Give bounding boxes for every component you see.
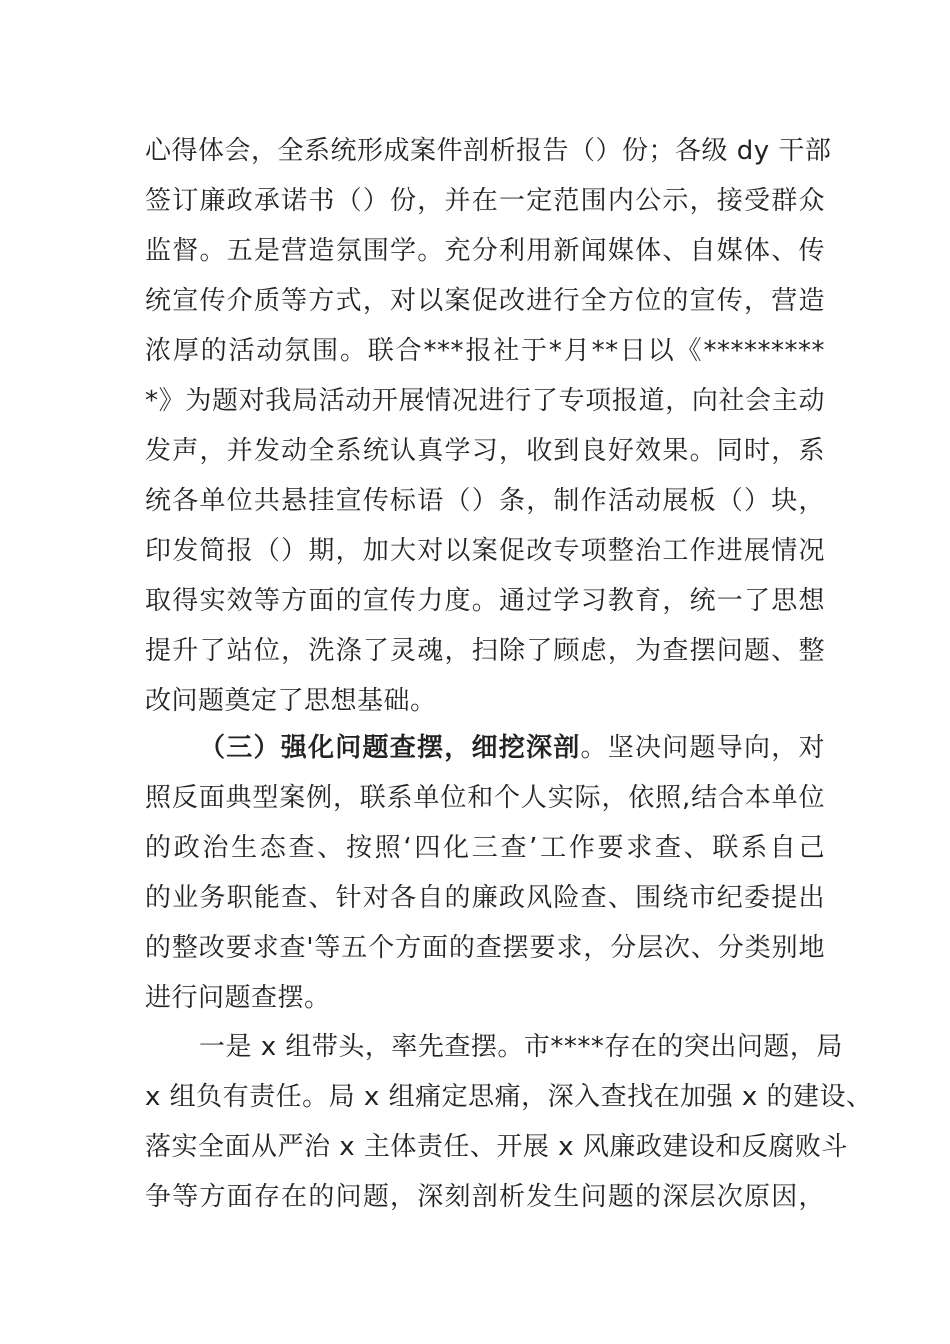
paragraph-leadership-review xyxy=(145,1022,873,1222)
text-line: 的政治生态查、按照‘四化三查’工作要求查、联系自己 xyxy=(145,833,825,863)
text-line: 统各单位共悬挂宣传标语（）条，制作活动展板（）块， xyxy=(145,486,825,516)
text-line: 印发简报（）期，加大对以案促改专项整治工作进展情况 xyxy=(145,536,825,566)
paragraph-publicity xyxy=(145,126,832,726)
text-line: 发声，并发动全系统认真学习，收到良好效果。同时，系 xyxy=(145,436,825,466)
text-line: 改问题奠定了思想基础。 xyxy=(145,686,437,716)
text-line: 的整改要求查'等五个方面的查摆要求，分层次、分类别地 xyxy=(145,933,825,963)
text-line: 浓厚的活动氛围。联合***报社于*月**日以《********* xyxy=(145,336,825,366)
text-line: 取得实效等方面的宣传力度。通过学习教育，统一了思想 xyxy=(145,586,825,616)
text-line: 的业务职能查、针对各自的廉政风险查、围绕市纪委提出 xyxy=(145,883,825,913)
text-line: 提升了站位，洗涤了灵魂，扫除了顾虑，为查摆问题、整 xyxy=(145,636,825,666)
text-line xyxy=(145,723,825,773)
section-heading: （三）强化问题查摆，细挖深剖 xyxy=(199,733,581,763)
text-line: 争等方面存在的问题，深刻剖析发生问题的深层次原因， xyxy=(145,1182,825,1212)
text-line: 落实全面从严治 x 主体责任、开展 x 风廉政建设和反腐败斗 xyxy=(145,1132,848,1162)
text-line: 进行问题查摆。 xyxy=(145,983,331,1013)
text-line: 心得体会，全系统形成案件剖析报告（）份；各级 dy 干部 xyxy=(145,136,832,166)
text-line: *》为题对我局活动开展情况进行了专项报道，向社会主动 xyxy=(145,386,825,416)
text-line: 一是 x 组带头，率先查摆。市****存在的突出问题，局 xyxy=(199,1032,843,1062)
text-line: 照反面典型案例，联系单位和个人实际，依照,结合本单位 xyxy=(145,783,825,813)
paragraph-problem-review xyxy=(145,723,825,1023)
text-line: 签订廉政承诺书（）份，并在一定范围内公示，接受群众 xyxy=(145,186,825,216)
text-line: 监督。五是营造氛围学。充分利用新闻媒体、自媒体、传 xyxy=(145,236,825,266)
text-line: 统宣传介质等方式，对以案促改进行全方位的宣传，营造 xyxy=(145,286,825,316)
text-line: x 组负有责任。局 x 组痛定思痛，深入查找在加强 x 的建设、 xyxy=(145,1082,873,1112)
heading-continuation: 。坚决问题导向，对 xyxy=(580,733,825,763)
